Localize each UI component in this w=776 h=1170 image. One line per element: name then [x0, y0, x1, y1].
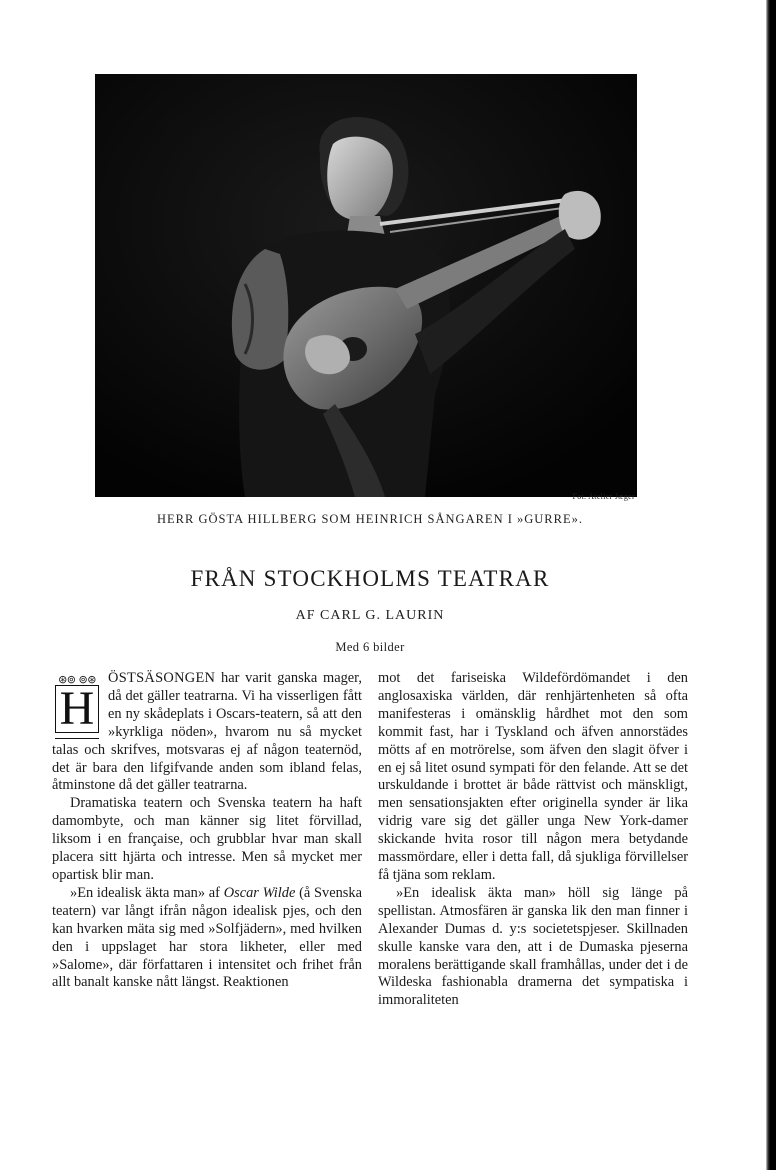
portrait-photograph: [95, 74, 637, 497]
paragraph-5: »En idealisk äkta man» höll sig länge på spellistan. Atmosfären är ganska lik den man finner i Alexander Dumas d. y:s societetspjeser. Skillnaden skulle kanske vara den, att i de Dumaska pjeserna moralens berättigande skall framhållas, under det i de Wildeska fashionabla dramerna det sympatiska i immoraliteten: [378, 884, 688, 1009]
paragraph-4: mot det fariseiska Wildefördömandet i den anglosaxiska världen, där renhjärtenheten så ofta manifesteras i omänsklig hårdhet mot den som kommit fast, har i Tyskland och äfven annorstädes mötts af en motrörelse, som äfven den slagit öfver i en ej så litet osund sympati för den felande. Att se det urskuldande i brottet är både rättvist och mänskligt, men sensationsjakten efter originella synder är lika vidrig vare sig det gäller unga New York-damer skickande hvita rosor till någon mera betydande massmördare, eller i detta fall, då sjukliga förvillelser få tjäna som reklam.: [378, 670, 688, 883]
dropcap: [52, 673, 102, 739]
paragraph-1: [52, 670, 362, 795]
left-column: [52, 670, 362, 992]
scan-page-edge: [766, 0, 776, 1170]
dropcap-letter: H: [55, 685, 99, 733]
right-column: [378, 670, 688, 1010]
author-name: Oscar Wilde: [223, 884, 296, 901]
dropcap-ornament-icon: ⊛⊚ ⊚⊛: [58, 673, 96, 686]
paragraph-3: [52, 885, 362, 992]
dropcap-underline: [55, 731, 99, 739]
paragraph-1-text: har varit ganska mager, då det gäller teatrarna. Vi ha visserligen fått en ny skådeplats i Oscars-teatern, så att den »kyrkliga nöden», hvarom nu så mycket talas och skrifves, motsvaras ej af någon teaternöd, det är bara den lifgifvande anden som ibland felas, åtminstone då det gäller teatrarna.: [52, 670, 362, 794]
paragraph-3-lead: »En idealisk äkta man» af: [70, 884, 224, 901]
article-byline: AF CARL G. LAURIN: [295, 608, 445, 623]
figure-caption: HERR GÖSTA HILLBERG SOM HEINRICH SÅNGAREN I »GURRE».: [156, 512, 583, 526]
photo-credit: Fot. Atelier Jæger: [572, 492, 635, 501]
paragraph-2: Dramatiska teatern och Svenska teatern ha haft damombyte, och man känner sig litet förvillad, liksom i en française, och grubblar hvar man skall placera sitt hjärta och intresse. Men så mycket mer opartisk blir man.: [52, 795, 362, 883]
article-title: FRÅN STOCKHOLMS TEATRAR: [190, 566, 550, 591]
lute-player-illustration: [95, 74, 637, 497]
paragraph-3-text: (å Svenska teatern) var långt ifrån någon idealisk pjes, och den kan hvarken mäta sig med »Solfjädern», med hvilken den i uppslaget har stora likheter, eller med »Salome», där författaren i intensitet och frihet från allt banalt kanske nått längst. Reaktionen: [52, 884, 362, 991]
images-note: Med 6 bilder: [335, 640, 405, 654]
opening-word: ÖSTSÄSONGEN: [108, 670, 216, 686]
